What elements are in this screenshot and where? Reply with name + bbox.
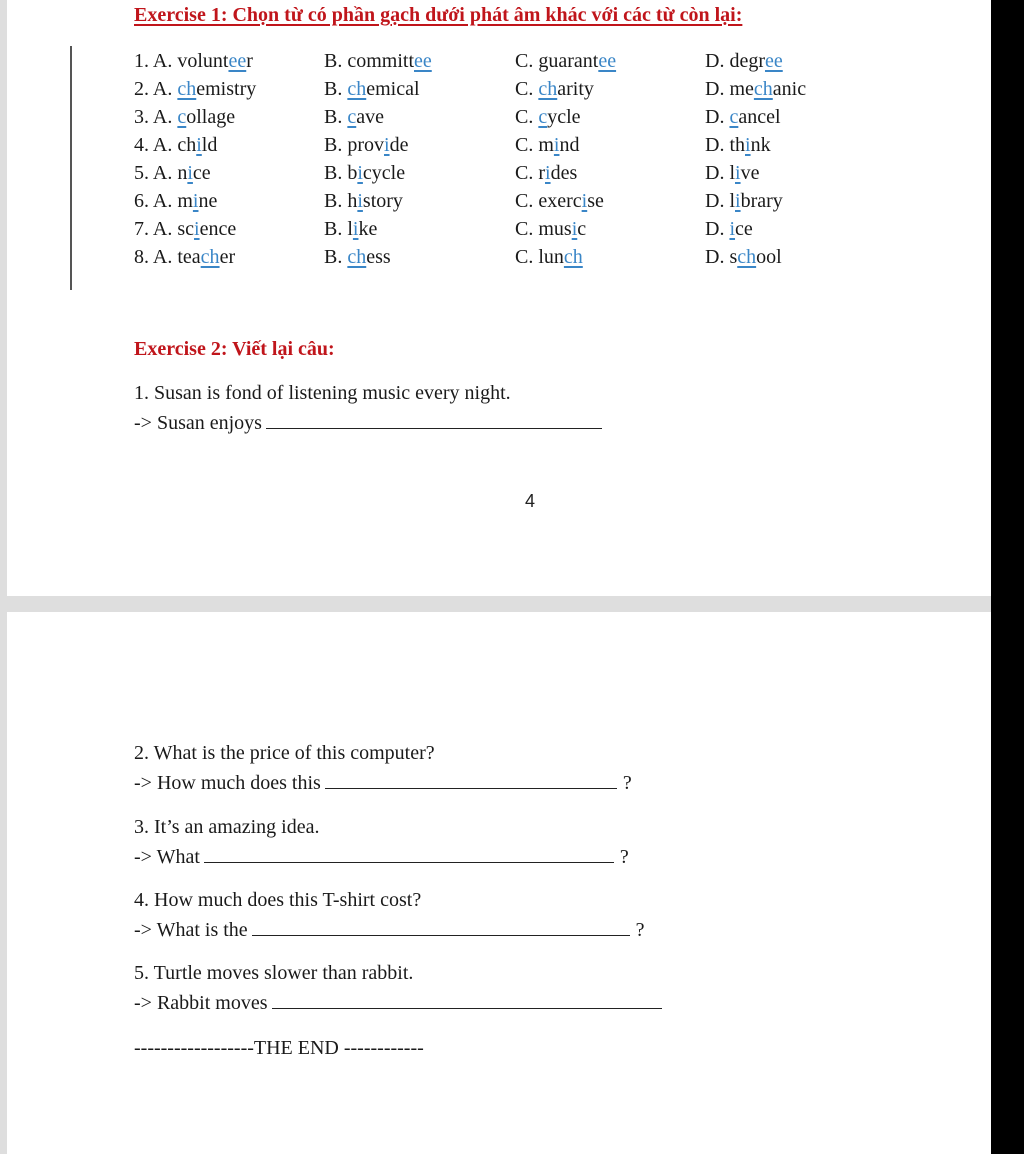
option-a-q1[interactable] xyxy=(134,50,253,73)
rewrite-prompt-1: 1. Susan is fond of listening music every night. xyxy=(134,382,511,404)
option-text-before: B. xyxy=(324,246,348,268)
option-a-q8[interactable] xyxy=(134,246,235,269)
option-d-q3[interactable] xyxy=(705,106,781,129)
option-text-before: A. tea xyxy=(152,246,201,268)
option-text-before: B. b xyxy=(324,162,358,184)
rewrite-prompt-4: 4. How much does this T-shirt cost? xyxy=(134,889,422,911)
option-text-before: A. xyxy=(152,106,178,128)
option-text-before: B. l xyxy=(324,218,353,240)
option-text-before: B. h xyxy=(324,190,358,212)
option-text-before: A. n xyxy=(152,162,188,184)
underlined-sound: ee xyxy=(764,50,783,72)
question-row-2 xyxy=(134,78,854,106)
option-c-q7[interactable] xyxy=(515,218,586,241)
option-text-before: C. xyxy=(515,78,539,100)
option-text-before: A. m xyxy=(152,190,193,212)
option-text-before: A. sc xyxy=(152,218,195,240)
underlined-sound: i xyxy=(553,134,560,156)
answer-blank-4[interactable] xyxy=(252,917,630,936)
underlined-sound: ch xyxy=(200,246,220,268)
question-number: 7. xyxy=(134,218,149,240)
underlined-sound: i xyxy=(194,218,200,240)
option-d-q8[interactable] xyxy=(705,246,782,269)
page-number: 4 xyxy=(525,491,536,511)
option-a-q5[interactable] xyxy=(134,162,211,185)
underlined-sound: ch xyxy=(177,78,197,100)
question-number: 4. xyxy=(134,134,149,156)
option-c-q6[interactable] xyxy=(515,190,604,213)
underlined-sound: i xyxy=(729,218,736,240)
option-c-q5[interactable] xyxy=(515,162,577,185)
option-text-after: ne xyxy=(198,190,218,212)
option-text-after: anic xyxy=(772,78,807,100)
rewrite-answer-prefix-2: -> How much does this xyxy=(134,772,321,794)
answer-blank-3[interactable] xyxy=(204,844,614,863)
underlined-sound: ee xyxy=(598,50,617,72)
question-number: 8. xyxy=(134,246,149,268)
question-row-6 xyxy=(134,190,854,218)
option-text-before: D. xyxy=(705,218,730,240)
option-text-after: nk xyxy=(750,134,771,156)
underlined-sound: ch xyxy=(347,246,367,268)
option-d-q6[interactable] xyxy=(705,190,783,213)
option-text-before: B. committ xyxy=(324,50,414,72)
option-c-q1[interactable] xyxy=(515,50,616,73)
option-text-after: cycle xyxy=(362,162,406,184)
option-text-after: ave xyxy=(356,106,384,128)
option-b-q8[interactable] xyxy=(324,246,391,269)
option-text-after: brary xyxy=(740,190,783,212)
option-text-before: D. l xyxy=(705,162,735,184)
rewrite-answer-prefix-4: -> What is the xyxy=(134,919,248,941)
rewrite-answer-line-4 xyxy=(134,917,645,942)
option-c-q2[interactable] xyxy=(515,78,594,101)
underlined-sound: ch xyxy=(347,78,367,100)
rewrite-answer-line-2 xyxy=(134,770,632,795)
option-text-after: ke xyxy=(358,218,378,240)
answer-suffix-3: ? xyxy=(619,846,629,868)
underlined-sound: i xyxy=(357,162,363,184)
option-text-after: arity xyxy=(557,78,594,100)
answer-suffix-4: ? xyxy=(635,919,645,941)
option-text-before: C. lun xyxy=(515,246,564,268)
underlined-sound: ch xyxy=(563,246,583,268)
option-text-before: D. s xyxy=(705,246,738,268)
question-number: 1. xyxy=(134,50,149,72)
option-text-before: C. xyxy=(515,106,539,128)
option-c-q4[interactable] xyxy=(515,134,579,157)
option-text-after: des xyxy=(550,162,578,184)
option-d-q2[interactable] xyxy=(705,78,806,101)
answer-blank-1[interactable] xyxy=(266,410,602,429)
option-text-before: B. xyxy=(324,106,348,128)
option-b-q6[interactable] xyxy=(324,190,403,213)
option-text-after: emistry xyxy=(196,78,257,100)
option-b-q3[interactable] xyxy=(324,106,384,129)
option-text-after: ce xyxy=(192,162,211,184)
revision-change-bar xyxy=(70,46,72,290)
option-text-before: D. xyxy=(705,106,730,128)
question-row-1 xyxy=(134,50,854,78)
underlined-sound: c xyxy=(347,106,357,128)
question-number: 5. xyxy=(134,162,149,184)
rewrite-answer-prefix-5: -> Rabbit moves xyxy=(134,992,268,1014)
option-c-q8[interactable] xyxy=(515,246,583,269)
underlined-sound: i xyxy=(735,162,741,184)
underlined-sound: c xyxy=(538,106,548,128)
underlined-sound: i xyxy=(196,134,202,156)
option-text-before: C. mus xyxy=(515,218,572,240)
option-text-before: D. l xyxy=(705,190,735,212)
option-d-q7[interactable] xyxy=(705,218,753,241)
underlined-sound: i xyxy=(187,162,193,184)
the-end-footer: ------------------THE END ------------ xyxy=(134,1037,424,1059)
option-text-after: ool xyxy=(756,246,782,268)
option-text-before: B. prov xyxy=(324,134,384,156)
exercise-1-title: Exercise 1: Chọn từ có phần gạch dưới phát âm khác với các từ còn lại: xyxy=(134,4,743,26)
answer-blank-5[interactable] xyxy=(272,990,662,1009)
option-d-q5[interactable] xyxy=(705,162,759,185)
option-text-after: r xyxy=(246,50,253,72)
option-a-q3[interactable] xyxy=(134,106,235,129)
option-text-after: c xyxy=(577,218,587,240)
underlined-sound: i xyxy=(357,190,363,212)
underlined-sound: i xyxy=(545,162,551,184)
option-b-q2[interactable] xyxy=(324,78,420,101)
option-a-q6[interactable] xyxy=(134,190,217,213)
option-text-before: D. degr xyxy=(705,50,765,72)
question-number: 2. xyxy=(134,78,149,100)
question-number: 6. xyxy=(134,190,149,212)
underlined-sound: i xyxy=(384,134,390,156)
question-row-5 xyxy=(134,162,854,190)
option-text-after: se xyxy=(587,190,604,212)
underlined-sound: ee xyxy=(414,50,432,72)
option-text-before: A. volunt xyxy=(152,50,229,72)
option-b-q7[interactable] xyxy=(324,218,377,241)
answer-suffix-2: ? xyxy=(622,772,632,794)
option-text-after: ld xyxy=(201,134,218,156)
option-a-q7[interactable] xyxy=(134,218,236,241)
underlined-sound: ch xyxy=(737,246,757,268)
underlined-sound: i xyxy=(735,190,741,212)
rewrite-prompt-5: 5. Turtle moves slower than rabbit. xyxy=(134,962,414,984)
question-row-8 xyxy=(134,246,854,274)
rewrite-answer-line-3 xyxy=(134,844,629,869)
underlined-sound: ch xyxy=(753,78,773,100)
underlined-sound: c xyxy=(177,106,187,128)
option-d-q1[interactable] xyxy=(705,50,783,73)
option-b-q4[interactable] xyxy=(324,134,408,157)
rewrite-prompt-3: 3. It’s an amazing idea. xyxy=(134,816,320,838)
answer-blank-2[interactable] xyxy=(325,770,617,789)
option-text-after: ve xyxy=(740,162,760,184)
option-text-after: emical xyxy=(366,78,420,100)
option-b-q5[interactable] xyxy=(324,162,405,185)
option-text-after: ess xyxy=(366,246,391,268)
option-a-q4[interactable] xyxy=(134,134,217,157)
option-text-after: er xyxy=(219,246,236,268)
option-text-before: C. r xyxy=(515,162,545,184)
question-row-7 xyxy=(134,218,854,246)
underlined-sound: i xyxy=(745,134,751,156)
underlined-sound: i xyxy=(352,218,359,240)
underlined-sound: c xyxy=(729,106,739,128)
option-text-after: ence xyxy=(199,218,237,240)
option-c-q3[interactable] xyxy=(515,106,581,129)
underlined-sound: i xyxy=(581,190,588,212)
option-text-after: ce xyxy=(735,218,753,240)
option-text-before: B. xyxy=(324,78,348,100)
document-page-2 xyxy=(7,612,991,1154)
option-text-after: story xyxy=(362,190,403,212)
rewrite-prompt-2: 2. What is the price of this computer? xyxy=(134,742,435,764)
option-text-before: D. me xyxy=(705,78,754,100)
option-text-before: A. ch xyxy=(152,134,197,156)
underlined-sound: ee xyxy=(228,50,247,72)
exercise-2-title: Exercise 2: Viết lại câu: xyxy=(134,338,335,360)
option-b-q1[interactable] xyxy=(324,50,432,73)
rewrite-answer-prefix-3: -> What xyxy=(134,846,200,868)
option-d-q4[interactable] xyxy=(705,134,771,157)
option-text-after: nd xyxy=(559,134,580,156)
underlined-sound: i xyxy=(571,218,578,240)
rewrite-answer-line-1 xyxy=(134,410,608,435)
option-text-before: A. xyxy=(152,78,178,100)
question-row-3 xyxy=(134,106,854,134)
option-text-after: ollage xyxy=(186,106,236,128)
option-text-before: C. exerc xyxy=(515,190,582,212)
question-row-4 xyxy=(134,134,854,162)
rewrite-answer-line-5 xyxy=(134,990,668,1015)
option-text-after: ycle xyxy=(547,106,581,128)
option-text-before: C. guarant xyxy=(515,50,599,72)
option-text-before: C. m xyxy=(515,134,554,156)
rewrite-answer-prefix-1: -> Susan enjoys xyxy=(134,412,262,434)
underlined-sound: ch xyxy=(538,78,558,100)
option-text-after: de xyxy=(389,134,409,156)
option-text-before: D. th xyxy=(705,134,745,156)
option-a-q2[interactable] xyxy=(134,78,256,101)
underlined-sound: i xyxy=(192,190,199,212)
question-number: 3. xyxy=(134,106,149,128)
option-text-after: ancel xyxy=(738,106,781,128)
